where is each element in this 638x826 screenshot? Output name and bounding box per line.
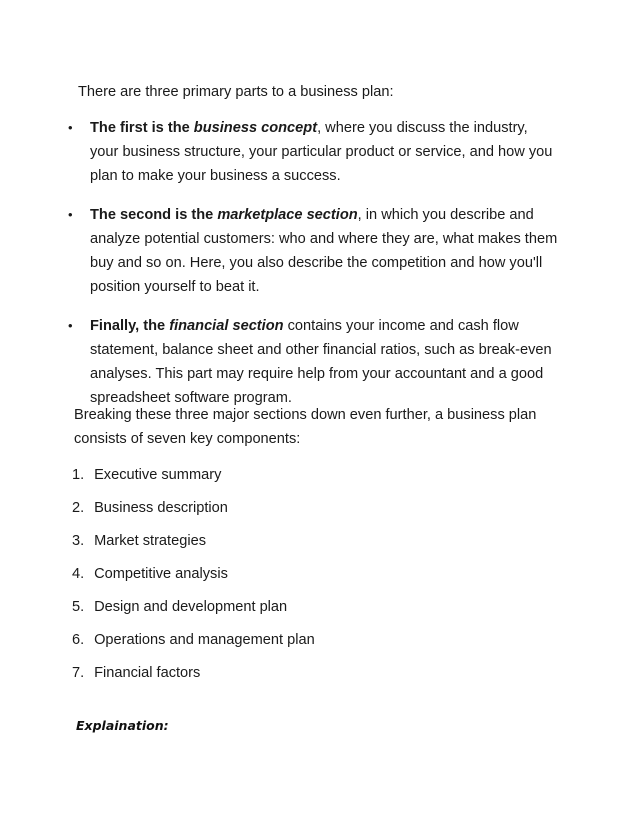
item-text: Operations and management plan <box>94 632 315 648</box>
component-item <box>72 529 315 562</box>
bullet-lead-text: Finally, the <box>90 318 170 334</box>
component-item <box>72 496 315 529</box>
bullet-lead <box>90 207 358 223</box>
item-number: 1. <box>72 467 85 483</box>
bullet-emphasis: marketplace section <box>217 207 358 223</box>
item-text: Financial factors <box>94 665 201 681</box>
bullet-icon: • <box>68 120 73 135</box>
bullet-lead <box>90 318 284 334</box>
explanation-heading: Explaination: <box>76 718 169 733</box>
plan-part-item <box>68 116 558 188</box>
bullet-emphasis: business concept <box>193 120 318 136</box>
item-number: 6. <box>72 632 85 648</box>
component-item <box>72 661 315 694</box>
item-number: 5. <box>72 599 85 615</box>
bullet-emphasis: financial section <box>169 318 284 334</box>
bullet-text: contains your income and cash flow statement, balance sheet and other financial ratios, such as break-even analyses. This part may require help from your accountant and a good spreadsheet software program. <box>90 318 552 406</box>
plan-part-item <box>68 203 558 299</box>
bullet-text: , in which you describe and analyze potential customers: who and where they are, what makes them buy and so on. Here, you also describe the competition and how you'll position yourself to beat it. <box>90 207 558 295</box>
summary-paragraph: Breaking these three major sections down even further, a business plan consists of seven key components: <box>74 407 537 447</box>
item-number: 3. <box>72 533 85 549</box>
plan-part-item <box>68 314 558 410</box>
intro-paragraph: There are three primary parts to a business plan: <box>78 84 394 100</box>
bullet-lead-text: The first is the <box>90 120 194 136</box>
components-list <box>72 463 315 694</box>
bullet-icon: • <box>68 207 73 222</box>
item-number: 7. <box>72 665 85 681</box>
bullet-icon: • <box>68 318 73 333</box>
plan-parts-list <box>68 116 558 425</box>
item-text: Executive summary <box>94 467 222 483</box>
item-text: Market strategies <box>94 533 206 549</box>
item-number: 4. <box>72 566 85 582</box>
bullet-lead-text: The second is the <box>90 207 218 223</box>
item-text: Competitive analysis <box>94 566 228 582</box>
component-item <box>72 562 315 595</box>
component-item <box>72 628 315 661</box>
component-item <box>72 595 315 628</box>
component-item <box>72 463 315 496</box>
item-text: Design and development plan <box>94 599 288 615</box>
bullet-lead <box>90 120 317 136</box>
item-text: Business description <box>94 500 228 516</box>
item-number: 2. <box>72 500 85 516</box>
bullet-text: , where you discuss the industry, your business structure, your particular product or service, and how you plan to make your business a success. <box>90 120 553 184</box>
